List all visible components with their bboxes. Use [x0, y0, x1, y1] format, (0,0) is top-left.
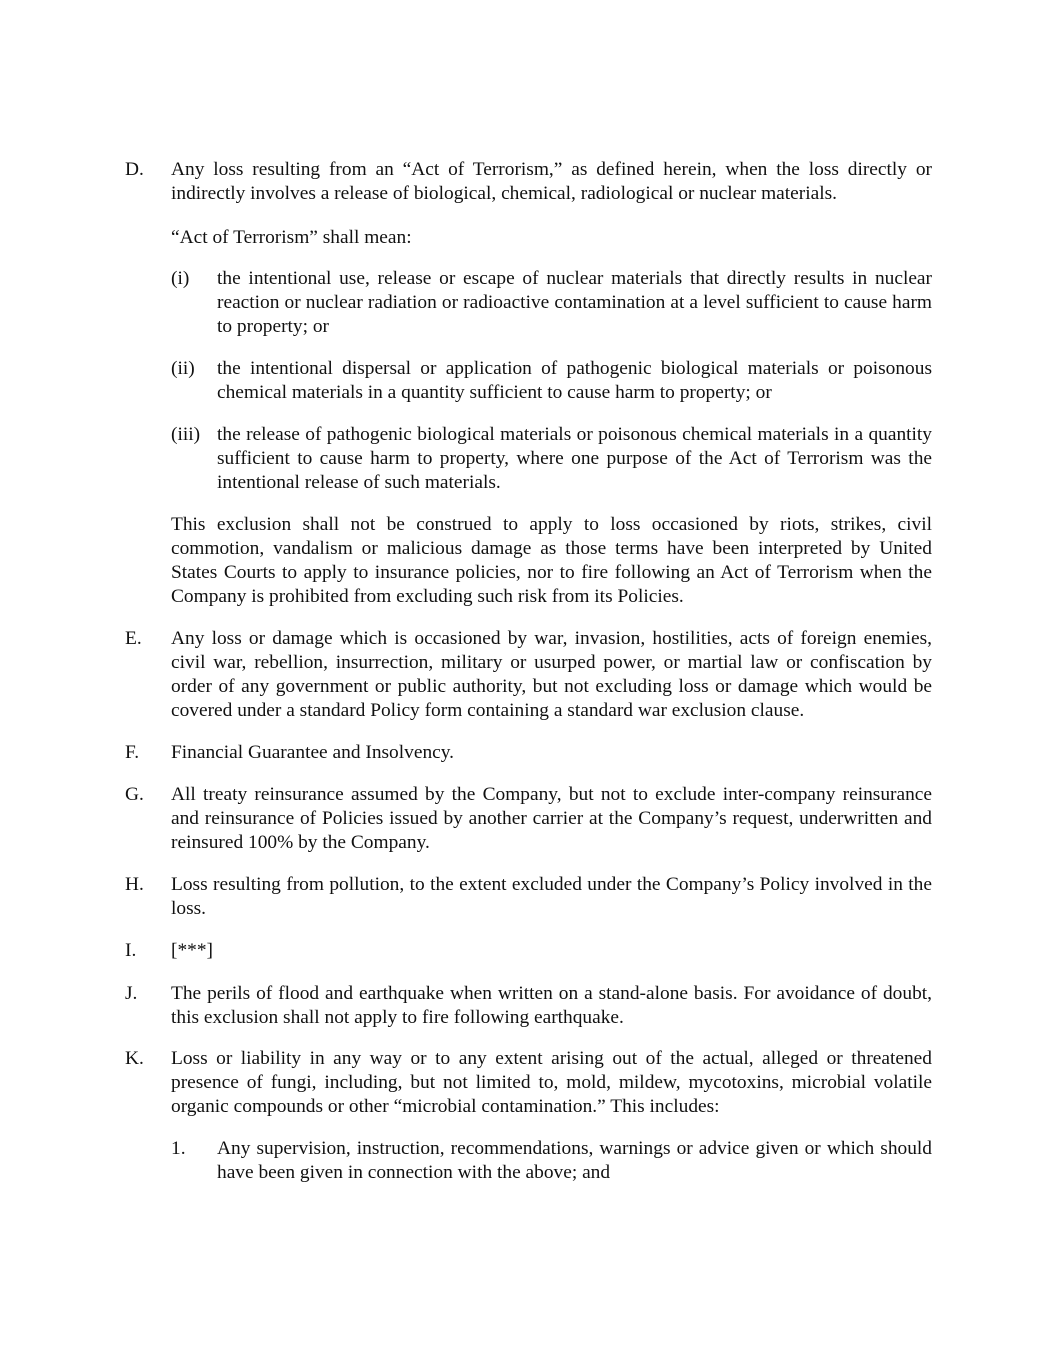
subitem-number: 1.	[171, 1138, 186, 1159]
clause-f	[125, 741, 932, 765]
clause-d-closing: This exclusion shall not be construed to apply to loss occasioned by riots, strikes, civil commotion, vandalism or malicious damage as those terms have been interpreted by United States Courts to apply to insurance policies, nor to fire following an Act of Terrorism when the Company is prohibited from excluding such risk from its Policies.	[171, 514, 932, 607]
subitem-number: (ii)	[171, 358, 195, 379]
subitem-1	[171, 1137, 932, 1185]
subitem-text: the release of pathogenic biological materials or poisonous chemical materials in a quantity sufficient to cause harm to property, where one purpose of the Act of Terrorism was the intentional release of such materials.	[217, 424, 932, 493]
clause-letter: F.	[125, 742, 140, 763]
clause-text: [***]	[171, 940, 214, 961]
subitem-text: the intentional dispersal or application of pathogenic biological materials or poisonous chemical materials in a quantity sufficient to cause harm to property; or	[217, 358, 932, 403]
clause-letter: I.	[125, 940, 137, 961]
clause-j	[125, 982, 932, 1030]
clause-letter: D.	[125, 159, 144, 180]
clause-text: Any loss resulting from an “Act of Terrorism,” as defined herein, when the loss directly or indirectly involves a release of biological, chemical, radiological or nuclear materials.	[171, 159, 932, 204]
clause-text: Any loss or damage which is occasioned by war, invasion, hostilities, acts of foreign enemies, civil war, rebellion, insurrection, military or usurped power, or martial law or confiscation by order of any government or public authority, but not excluding loss or damage which would be covered under a standard Policy form containing a standard war exclusion clause.	[171, 628, 932, 721]
clause-letter: J.	[125, 983, 138, 1004]
clause-letter: G.	[125, 784, 144, 805]
clause-text: Loss or liability in any way or to any extent arising out of the actual, alleged or threatened presence of fungi, including, but not limited to, mold, mildew, mycotoxins, microbial volatile organic compounds or other “microbial contamination.” This includes:	[171, 1048, 932, 1117]
clause-k	[125, 1047, 932, 1119]
clause-d	[125, 158, 932, 206]
clause-h	[125, 873, 932, 921]
subitem-number: (i)	[171, 268, 190, 289]
clause-e	[125, 627, 932, 723]
subitem-ii	[171, 357, 932, 405]
clause-text: Financial Guarantee and Insolvency.	[171, 742, 455, 763]
clause-g	[125, 783, 932, 855]
clause-text: The perils of flood and earthquake when written on a stand-alone basis. For avoidance of doubt, this exclusion shall not apply to fire following earthquake.	[171, 983, 932, 1028]
subitem-text: the intentional use, release or escape of nuclear materials that directly results in nuclear reaction or nuclear radiation or radioactive contamination at a level sufficient to cause harm to property; or	[217, 268, 932, 337]
definition-intro: “Act of Terrorism” shall mean:	[171, 227, 412, 248]
clause-letter: E.	[125, 628, 142, 649]
subitem-number: (iii)	[171, 424, 201, 445]
clause-letter: K.	[125, 1048, 144, 1069]
clause-text: Loss resulting from pollution, to the extent excluded under the Company’s Policy involved in the loss.	[171, 874, 932, 919]
subitem-iii	[171, 423, 932, 495]
clause-i	[125, 939, 932, 963]
clause-text: All treaty reinsurance assumed by the Company, but not to exclude inter-company reinsurance and reinsurance of Policies issued by another carrier at the Company’s request, underwritten and reinsured 100% by the Company.	[171, 784, 932, 853]
clause-letter: H.	[125, 874, 144, 895]
subitem-i	[171, 267, 932, 339]
subitem-text: Any supervision, instruction, recommendations, warnings or advice given or which should have been given in connection with the above; and	[217, 1138, 932, 1183]
